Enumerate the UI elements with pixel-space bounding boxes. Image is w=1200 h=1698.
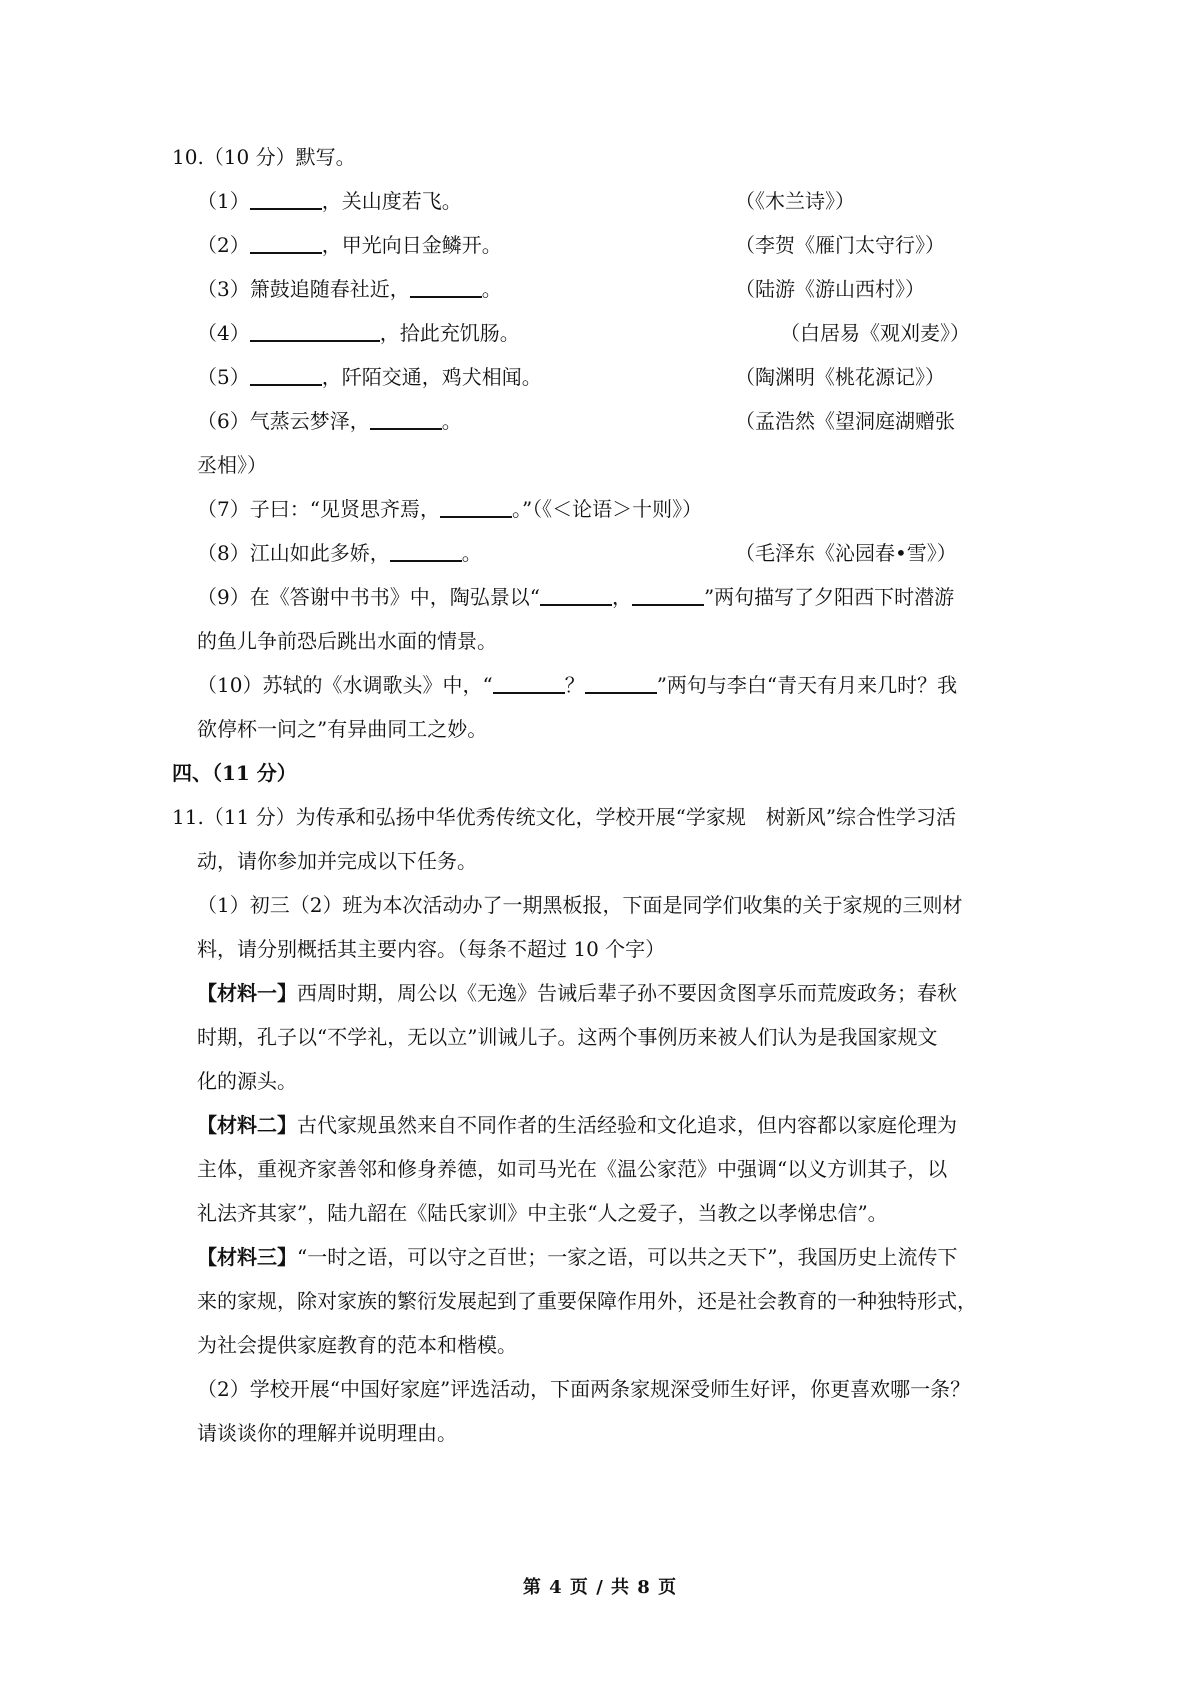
material-2-line-3: 礼法齐其家”，陆九韶在《陆氏家训》中主张“人之爱子，当教之以孝悌忠信”。 [197,1201,888,1225]
q10-item-9: （9）在《答谢中书书》中，陶弘景以“ ， ”两句描写了夕阳西下时潜游 [197,585,955,609]
q10-item-8: （8）江山如此多娇， 。 [197,541,482,565]
material-2-line-2: 主体，重视齐家善邻和修身养德，如司马光在《温公家范》中强调“以义方训其子，以 [197,1157,948,1181]
answer-blank[interactable] [250,366,322,386]
q10-item-5: （5） ，阡陌交通，鸡犬相闻。 [197,365,542,389]
q10-item-6: （6）气蒸云梦泽， 。 [197,409,462,433]
q10-item-4-source: （白居易《观刈麦》） [780,321,970,345]
q10-item-3: （3）箫鼓追随春社近， 。 [197,277,502,301]
q10-item-4: （4） ，拾此充饥肠。 [197,321,520,345]
answer-blank[interactable] [585,674,657,694]
q10-item-5-source: （陶渊明《桃花源记》） [735,365,945,389]
material-2-line-1: 【材料二】古代家规虽然来自不同作者的生活经验和文化追求，但内容都以家庭伦理为 [197,1113,957,1137]
answer-blank[interactable] [410,278,482,298]
material-1-line-2: 时期，孔子以“不学礼，无以立”训诫儿子。这两个事例历来被人们认为是我国家规文 [197,1025,938,1049]
answer-blank[interactable] [370,410,442,430]
material-2-label: 【材料二】 [197,1113,297,1137]
q10-item-10-cont: 欲停杯一问之”有异曲同工之妙。 [197,717,488,741]
material-1-line-1: 【材料一】西周时期，周公以《无逸》告诫后辈子孙不要因贪图享乐而荒废政务；春秋 [197,981,957,1005]
material-3-line-3: 为社会提供家庭教育的范本和楷模。 [197,1333,517,1357]
material-1-line-3: 化的源头。 [197,1069,297,1093]
answer-blank[interactable] [250,234,322,254]
q10-heading: 10.（10 分）默写。 [172,145,356,169]
material-3-line-2: 来的家规，除对家族的繁衍发展起到了重要保障作用外，还是社会教育的一种独特形式， [197,1289,977,1313]
answer-blank[interactable] [493,674,565,694]
q11-sub1-line-2: 料，请分别概括其主要内容。（每条不超过 10 个字） [197,937,666,961]
q11-intro-line-2: 动，请你参加并完成以下任务。 [197,849,477,873]
answer-blank[interactable] [250,190,322,210]
material-1-label: 【材料一】 [197,981,297,1005]
q10-item-9-cont: 的鱼儿争前恐后跳出水面的情景。 [197,629,497,653]
q10-item-2-source: （李贺《雁门太守行》） [735,233,945,257]
q10-item-2: （2） ，甲光向日金鳞开。 [197,233,502,257]
q11-sub2-line-2: 请谈谈你的理解并说明理由。 [197,1421,457,1445]
q10-item-3-source: （陆游《游山西村》） [735,277,925,301]
q11-sub1-line-1: （1）初三（2）班为本次活动办了一期黑板报，下面是同学们收集的关于家规的三则材 [197,893,963,917]
q10-item-8-source: （毛泽东《沁园春•雪》） [735,541,957,565]
q10-item-6-source: （孟浩然《望洞庭湖赠张 [735,409,955,433]
answer-blank[interactable] [390,542,462,562]
q11-sub2-line-1: （2）学校开展“中国好家庭”评选活动，下面两条家规深受师生好评，你更喜欢哪一条？ [197,1377,971,1401]
answer-blank[interactable] [250,322,380,342]
q10-item-6-source-cont: 丞相》） [197,453,267,477]
answer-blank[interactable] [540,586,612,606]
page-number: 第 4 页 / 共 8 页 [522,1577,678,1598]
q10-item-1-source: （《木兰诗》） [735,189,855,213]
q10-item-10: （10）苏轼的《水调歌头》中，“ ？ ”两句与李白“青天有月来几时？我 [197,673,958,697]
answer-blank[interactable] [632,586,704,606]
q11-intro-line-1: 11.（11 分）为传承和弘扬中华优秀传统文化，学校开展“学家规 树新风”综合性学习活 [172,805,957,829]
material-3-line-1: 【材料三】“一时之语，可以守之百世；一家之语，可以共之天下”，我国历史上流传下 [197,1245,958,1269]
answer-blank[interactable] [440,498,512,518]
q10-item-1: （1） ，关山度若飞。 [197,189,462,213]
material-3-label: 【材料三】 [197,1245,297,1269]
section-4-title: 四、（11 分） [172,761,297,785]
q10-item-7: （7）子曰：“见贤思齐焉， 。”（《＜论语＞十则》） [197,497,703,521]
